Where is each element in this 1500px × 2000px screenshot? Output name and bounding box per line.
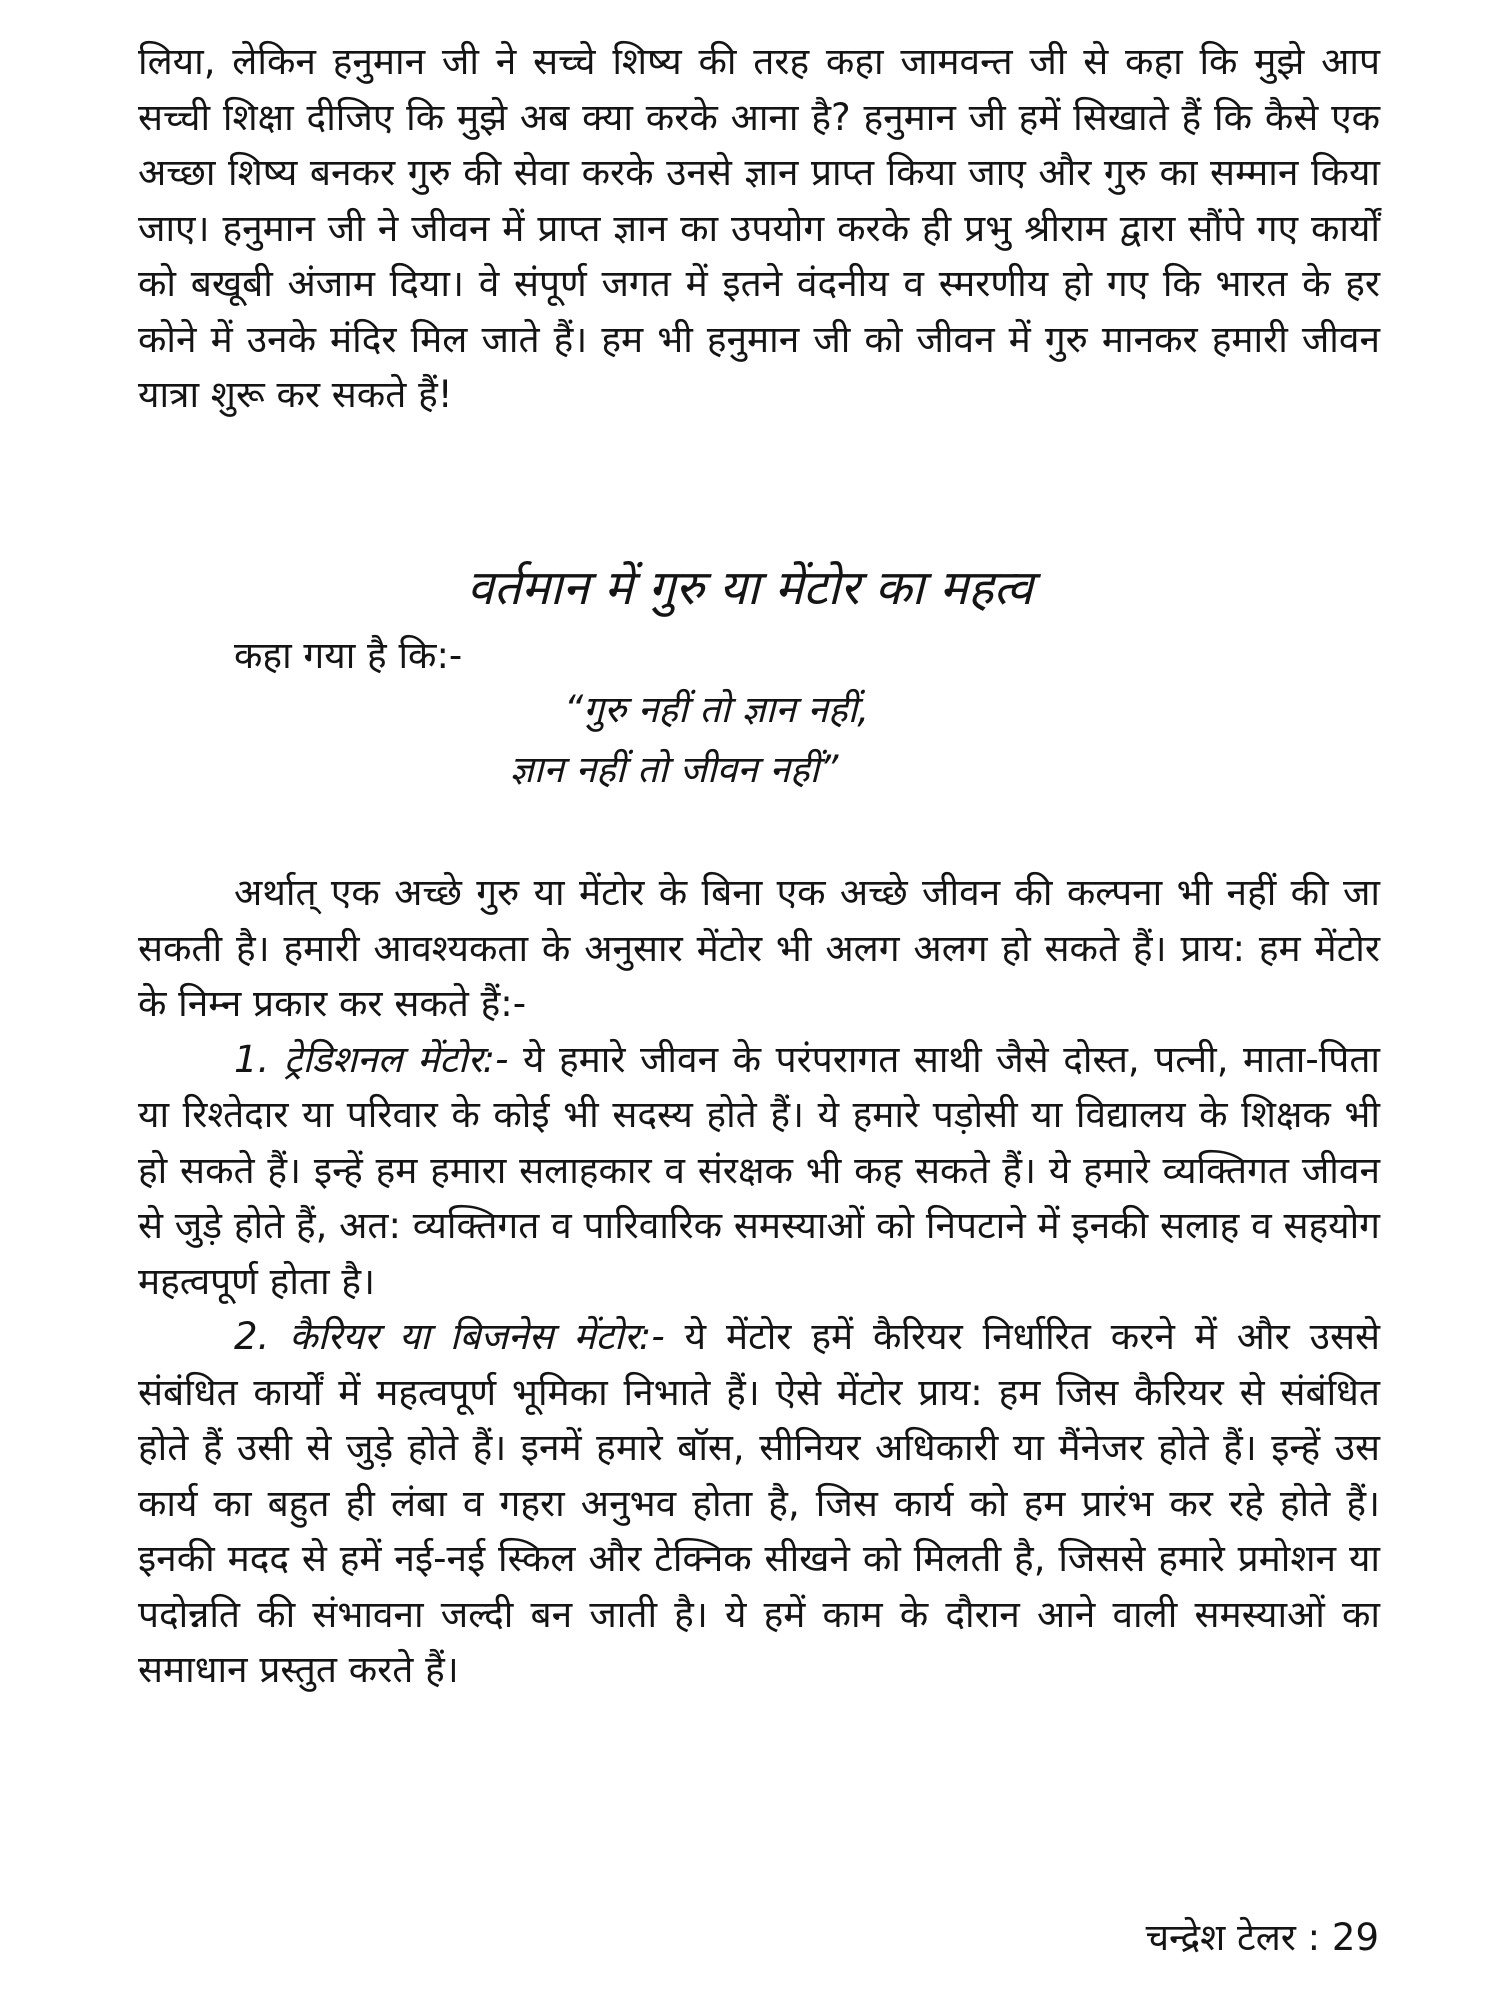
section-heading: वर्तमान में गुरु या मेंटोर का महत्व <box>467 560 1033 616</box>
list-item-traditional-mentor <box>138 1032 1380 1310</box>
list-item-career-mentor <box>138 1309 1380 1698</box>
item-text: ये मेंटोर हमें कैरियर निर्धारित करने में और उससे संबंधित कार्यों में महत्वपूर्ण भूमिका निभाते हैं। ऐसे मेंटोर प्राय: हम जिस कैरियर से संबंधित होते हैं उसी से जुड़े होते हैं। इनमें हमारे बॉस, सीनियर अधिकारी या मैंनेजर होते हैं। इन्हें उस कार्य का बहुत ही लंबा व गहरा अनुभव होता है, जिस कार्य को हम प्रारंभ कर रहे होते हैं। इनकी मदद से हमें नई-नई स्किल और टेक्निक सीखने को मिलती है, जिससे हमारे प्रमोशन या पदोन्नति की संभावना जल्दी बन जाती है। ये हमें काम के दौरान आने वाली समस्याओं का समाधान प्रस्तुत करते हैं। <box>138 1315 1380 1691</box>
top-paragraph: लिया, लेकिन हनुमान जी ने सच्चे शिष्य की तरह कहा जामवन्त जी से कहा कि मुझे आप सच्ची शिक्षा दीजिए कि मुझे अब क्या करके आना है? हनुमान जी हमें सिखाते हैं कि कैसे एक अच्छा शिष्य बनकर गुरु की सेवा करके उनसे ज्ञान प्राप्त किया जाए और गुरु का सम्मान किया जाए। हनुमान जी ने जीवन में प्राप्त ज्ञान का उपयोग करके ही प्रभु श्रीराम द्वारा सौंपे गए कार्यों को बखूबी अंजाम दिया। वे संपूर्ण जगत में इतने वंदनीय व स्मरणीय हो गए कि भारत के हर कोने में उनके मंदिर मिल जाते हैं। हम भी हनुमान जी को जीवन में गुरु मानकर हमारी जीवन यात्रा शुरू कर सकते हैं! <box>138 40 1380 416</box>
quote-line-2: ज्ञान नहीं तो जीवन नहीं” <box>510 748 839 791</box>
page-footer: चन्द्रेश टेलर : 29 <box>1145 1916 1379 1959</box>
intro-line: कहा गया है कि:- <box>234 634 463 677</box>
item-text: ये हमारे जीवन के परंपरागत साथी जैसे दोस्त, पत्नी, माता-पिता या रिश्तेदार या परिवार के कोई भी सदस्य होते हैं। ये हमारे पड़ोसी या विद्यालय के शिक्षक भी हो सकते हैं। इन्हें हम हमारा सलाहकार व संरक्षक भी कह सकते हैं। ये हमारे व्यक्तिगत जीवन से जुड़े होते हैं, अत: व्यक्तिगत व पारिवारिक समस्याओं को निपटाने में इनकी सलाह व सहयोग महत्वपूर्ण होता है। <box>138 1037 1380 1303</box>
meaning-paragraph: अर्थात् एक अच्छे गुरु या मेंटोर के बिना एक अच्छे जीवन की कल्पना भी नहीं की जा सकती है। हमारी आवश्यकता के अनुसार मेंटोर भी अलग अलग हो सकते हैं। प्राय: हम मेंटोर के निम्न प्रकार कर सकते हैं:- <box>138 871 1380 1025</box>
top-section <box>138 34 1380 423</box>
quote-line-1: “गुरु नहीं तो ज्ञान नहीं, <box>564 688 869 731</box>
item-label: 2. कैरियर या बिजनेस मेंटोर:- <box>234 1315 665 1358</box>
item-label: 1. ट्रेडिशनल मेंटोर:- <box>234 1037 509 1081</box>
body-section <box>138 865 1380 1698</box>
